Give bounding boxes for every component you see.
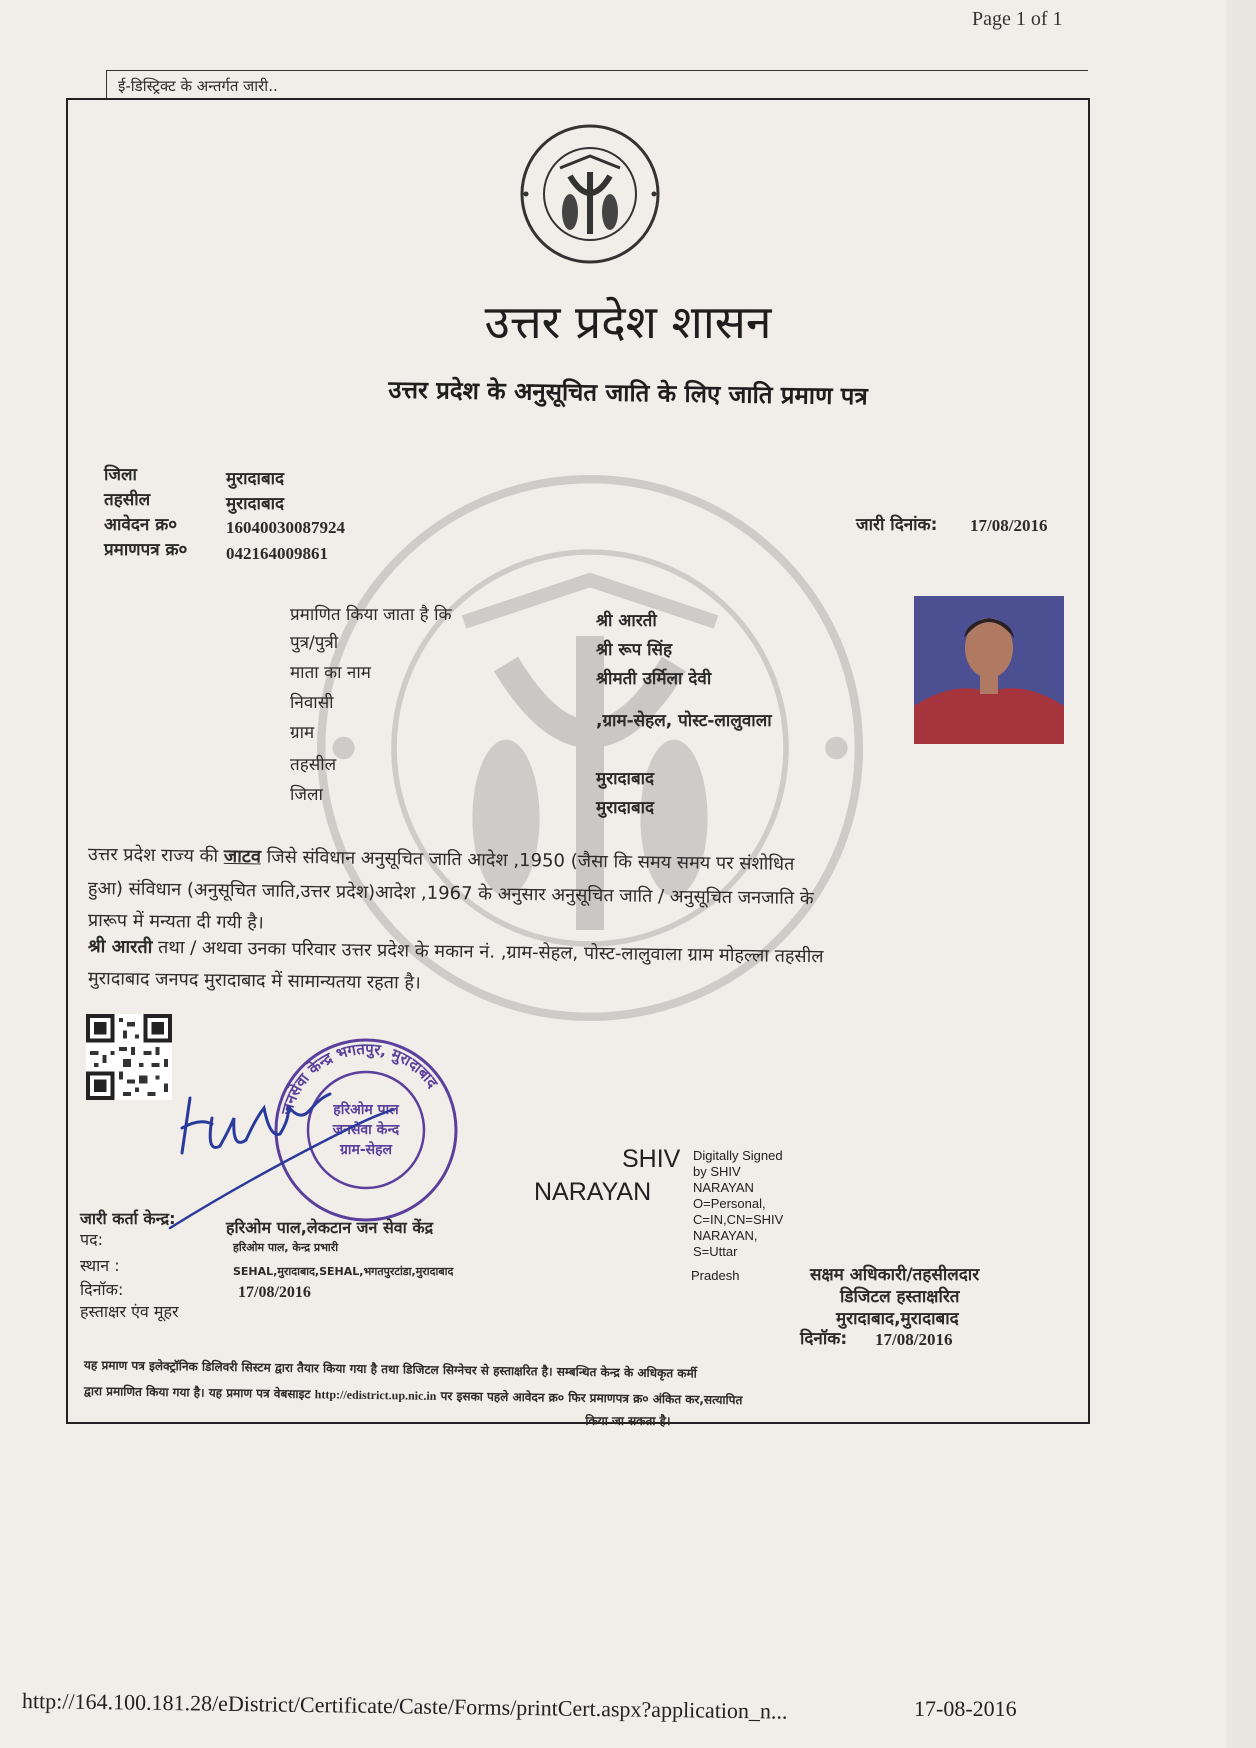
issued-under-note: ई-डिस्ट्रिक्ट के अन्तर्गत जारी.. [118, 77, 278, 95]
certified-label: प्रमाणित किया जाता है कि [290, 605, 452, 625]
footer-note-line-1: यह प्रमाण पत्र इलेक्ट्रॉनिक डिलिवरी सिस्टम द्वारा तैयार किया गया है तथा डिजिटल सिग्नेचर से हस्ताक्षरित है। सम्बन्धित केन्द्र के अधिकृत कर्मी [83, 1358, 697, 1381]
caste-name: जाटव [223, 845, 262, 868]
person-district-value: मुरादाबाद [596, 798, 655, 818]
ds-line-1: Digitally Signed [693, 1148, 783, 1163]
body-line-4-name: श्री आरती [87, 936, 153, 958]
stamp-line-2: जनसेवा केन्द [332, 1122, 400, 1138]
tehsil-label: तहसील [104, 490, 151, 510]
ds-line-6: NARAYAN, [693, 1228, 758, 1243]
issuing-center-value: हरिओम पाल,लेकटान जन सेवा केंद्र [226, 1218, 434, 1237]
stamp-outer-text: जनसेवा केन्द्र भगतपुर, मुरादाबाद [277, 1039, 442, 1117]
post-value: हरिओम पाल, केन्द्र प्रभारी [233, 1241, 339, 1254]
tehsil-value: मुरादाबाद [226, 494, 285, 514]
child-of-label: पुत्र/पुत्री [290, 633, 339, 653]
ds-line-3: NARAYAN [693, 1180, 754, 1195]
body-line-3: प्रारूप में मन्यता दी गयी है। [87, 910, 264, 934]
mother-label: माता का नाम [290, 663, 371, 683]
footer-note-line-2-start: द्वारा प्रमाणित किया गया है। यह प्रमाण पत्र वेबसाइट [83, 1384, 311, 1402]
certificate-no-label: प्रमाणपत्र क्र० [104, 540, 188, 560]
body-line-5: मुरादाबाद जनपद मुरादाबाद में सामान्यतया रहता है। [87, 968, 421, 994]
body-line-1-end: जिसे संविधान अनुसूचित जाति आदेश ,1950 (जैसा कि समय समय पर संशोधित [266, 846, 795, 875]
digital-signer-name-2: NARAYAN [534, 1178, 652, 1206]
authority-date-label: दिनॉक: [800, 1329, 848, 1349]
resident-label: निवासी [290, 693, 334, 713]
footer-note-line-3: किया जा सकता है। [585, 1414, 671, 1428]
district-value: मुरादाबाद [226, 469, 285, 489]
ds-line-4: O=Personal, [693, 1196, 766, 1211]
place-label: स्थान : [80, 1256, 120, 1275]
certificate-no-value: 042164009861 [226, 544, 328, 563]
handwritten-signature [160, 1058, 400, 1238]
print-url: http://164.100.181.28/eDistrict/Certificate/Caste/Forms/printCert.aspx?application_n... [21, 1688, 788, 1724]
issue-date-value: 17/08/2016 [970, 516, 1048, 535]
upper-frame-edge [106, 70, 107, 98]
body-line-1-start: उत्तर प्रदेश राज्य की [87, 844, 219, 867]
place-value: SEHAL,मुरादाबाद,SEHAL,भगतपुरटांडा,मुरादाबाद [233, 1265, 454, 1278]
issuing-center-label: जारी कर्ता केन्द्र: [80, 1209, 176, 1228]
issue-date-label: जारी दिनांक: [856, 515, 938, 535]
signature-seal-label: हस्ताक्षर एंव मूहर [80, 1302, 179, 1321]
person-tehsil-label: तहसील [290, 755, 337, 775]
ds-line-5: C=IN,CN=SHIV [693, 1212, 784, 1227]
footer-note-line-2-end: पर इसका पहले आवेदन क्र० फिर प्रमाणपत्र क्र० अंकित कर,सत्यापित [440, 1388, 743, 1408]
body-line-4-rest: तथा / अथवा उनका परिवार उत्तर प्रदेश के मकान नं. ,ग्राम-सेहल, पोस्ट-लालुवाला ग्राम मोहल्ला तहसील [157, 936, 824, 968]
certified-value: श्री आरती [596, 611, 657, 631]
ds-line-8: Pradesh [691, 1268, 740, 1283]
application-no-label: आवेदन क्र० [104, 515, 178, 535]
post-label: पद: [80, 1230, 103, 1249]
mother-value: श्रीमती उर्मिला देवी [596, 669, 712, 689]
edistrict-url[interactable]: http://edistrict.up.nic.in [314, 1387, 437, 1403]
application-no-value: 16040030087924 [226, 518, 345, 537]
print-date: 17-08-2016 [914, 1696, 1017, 1721]
authority-line-1: सक्षम अधिकारी/तहसीलदार [810, 1265, 980, 1285]
village-label: ग्राम [290, 723, 315, 743]
person-district-label: जिला [290, 785, 323, 805]
up-government-emblem-icon [518, 122, 662, 266]
digital-signature-details [693, 1148, 813, 1284]
ds-line-7: S=Uttar [693, 1244, 738, 1259]
stamp-line-1: हरिओम पाल [333, 1102, 399, 1118]
issuer-date-label: दिनॉक: [80, 1280, 124, 1299]
certificate-subtitle: उत्तर प्रदेश के अनुसूचित जाति के लिए जाति प्रमाण पत्र [388, 375, 868, 411]
body-line-2: हुआ) संविधान (अनुसूचित जाति,उत्तर प्रदेश)आदेश ,1967 के अनुसार अनुसूचित जाति / अनुसूचित जनजाति के [87, 878, 814, 910]
authority-line-3: मुरादाबाद,मुरादाबाद [836, 1309, 959, 1329]
stamp-line-3: ग्राम-सेहल [339, 1142, 393, 1158]
applicant-photo [914, 596, 1064, 744]
ds-line-2: by SHIV [693, 1164, 741, 1179]
authority-date-value: 17/08/2016 [875, 1330, 953, 1349]
child-of-value: श्री रूप सिंह [596, 640, 673, 660]
issuer-date-value: 17/08/2016 [238, 1284, 311, 1301]
authority-line-2: डिजिटल हस्ताक्षरित [840, 1287, 960, 1307]
upper-frame-line [106, 70, 1088, 71]
resident-value: ,ग्राम-सेहल, पोस्ट-लालुवाला [596, 711, 772, 731]
person-tehsil-value: मुरादाबाद [596, 769, 655, 789]
paper-edge [1226, 0, 1256, 1748]
page-indicator: Page 1 of 1 [972, 8, 1063, 30]
district-label: जिला [104, 465, 137, 485]
certificate-title: उत्तर प्रदेश शासन [484, 295, 772, 349]
digital-signer-name-1: SHIV [622, 1145, 681, 1173]
